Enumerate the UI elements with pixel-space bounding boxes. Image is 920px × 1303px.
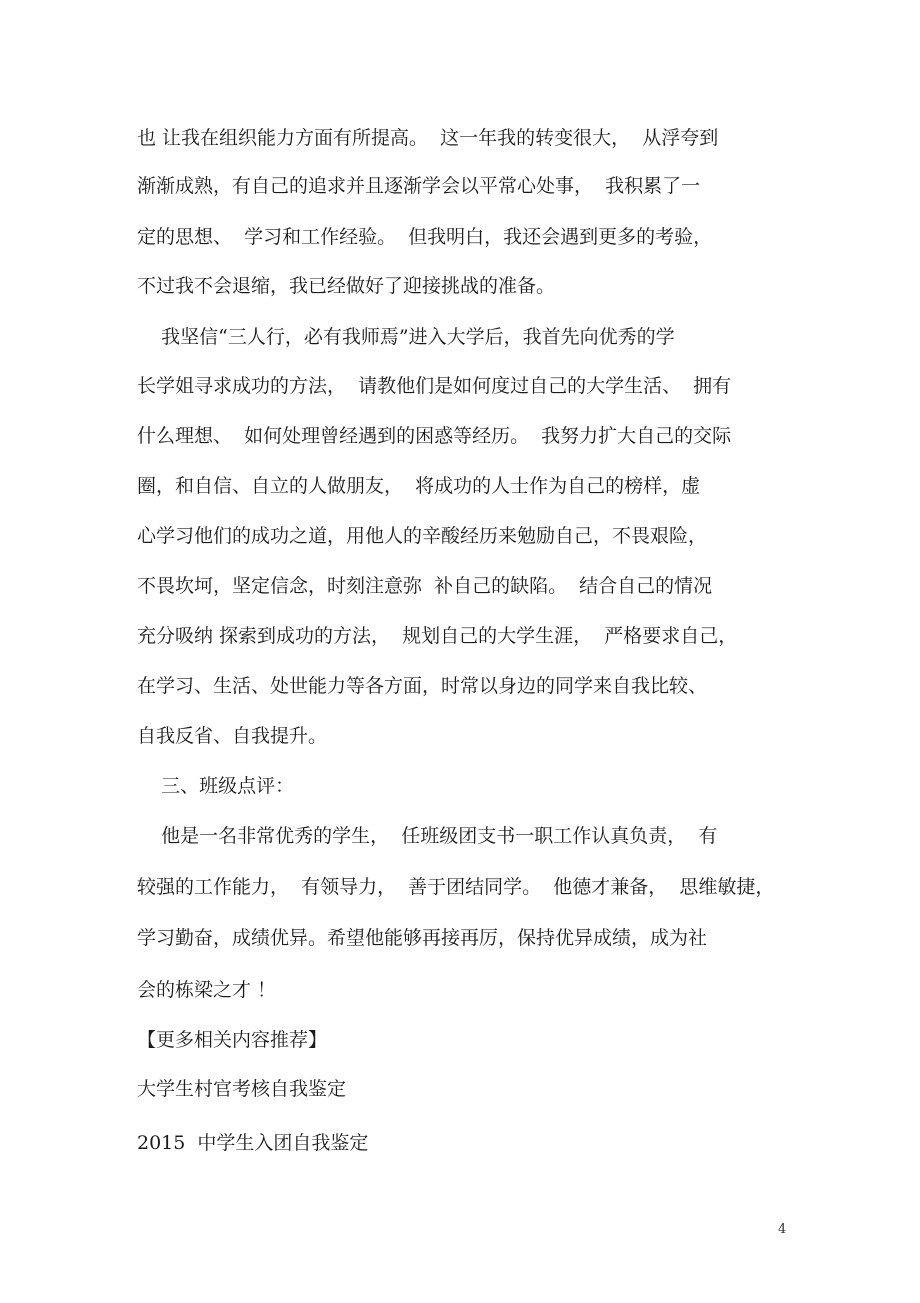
- paragraph3-line: 较强的工作能力， 有领导力， 善于团结同学。 他德才兼备， 思维敏捷，: [137, 876, 775, 898]
- paragraph2-line: 圈，和自信、自立的人做朋友， 将成功的人士作为自己的榜样，虚: [137, 475, 701, 497]
- recommend-link[interactable]: 大学生村官考核自我鉴定: [137, 1078, 347, 1100]
- paragraph3-line: 学习勤奋，成绩优异。希望他能够再接再厉，保持优异成绩，成为社: [137, 927, 708, 949]
- recommend-heading: 【更多相关内容推荐】: [137, 1029, 328, 1051]
- paragraph3-line: 他是一名非常优秀的学生， 任班级团支书一职工作认真负责， 有: [137, 825, 718, 847]
- paragraph2-line: 什么理想、 如何处理曾经遇到的困惑等经历。 我努力扩大自己的交际: [137, 425, 732, 447]
- section-heading: 三、班级点评：: [137, 775, 295, 797]
- paragraph2-line: 不畏坎坷，坚定信念，时刻注意弥 补自己的缺陷。 结合自己的情况: [137, 575, 713, 597]
- paragraph3-line: 会的栋梁之才 ！: [137, 979, 277, 1001]
- paragraph2-line: 我坚信“三人行，必有我师焉”进入大学后，我首先向优秀的学: [137, 326, 675, 348]
- paragraph1-line: 不过我不会退缩，我已经做好了迎接挑战的准备。: [137, 275, 556, 297]
- paragraph2-line: 充分吸纳 探索到成功的方法， 规划自己的大学生涯， 严格要求自己，: [137, 625, 738, 647]
- paragraph2-line: 自我反省、自我提升。: [137, 725, 328, 747]
- paragraph1-line: 也 让我在组织能力方面有所提高。 这一年我的转变很大， 从浮夸到: [137, 127, 719, 149]
- page-number: 4: [778, 1222, 787, 1237]
- paragraph2-line: 长学姐寻求成功的方法， 请教他们是如何度过自己的大学生活、 拥有: [137, 375, 732, 397]
- paragraph2-line: 在学习、生活、处世能力等各方面，时常以身边的同学来自我比较、: [137, 675, 708, 697]
- recommend-link[interactable]: 2015 中学生入团自我鉴定: [137, 1132, 369, 1154]
- paragraph1-line: 定的思想、 学习和工作经验。 但我明白，我还会遇到更多的考验，: [137, 226, 713, 248]
- paragraph1-line: 渐渐成熟，有自己的追求并且逐渐学会以平常心处事， 我积累了一: [137, 175, 701, 197]
- paragraph2-line: 心学习他们的成功之道，用他人的辛酸经历来勉励自己，不畏艰险，: [137, 525, 708, 547]
